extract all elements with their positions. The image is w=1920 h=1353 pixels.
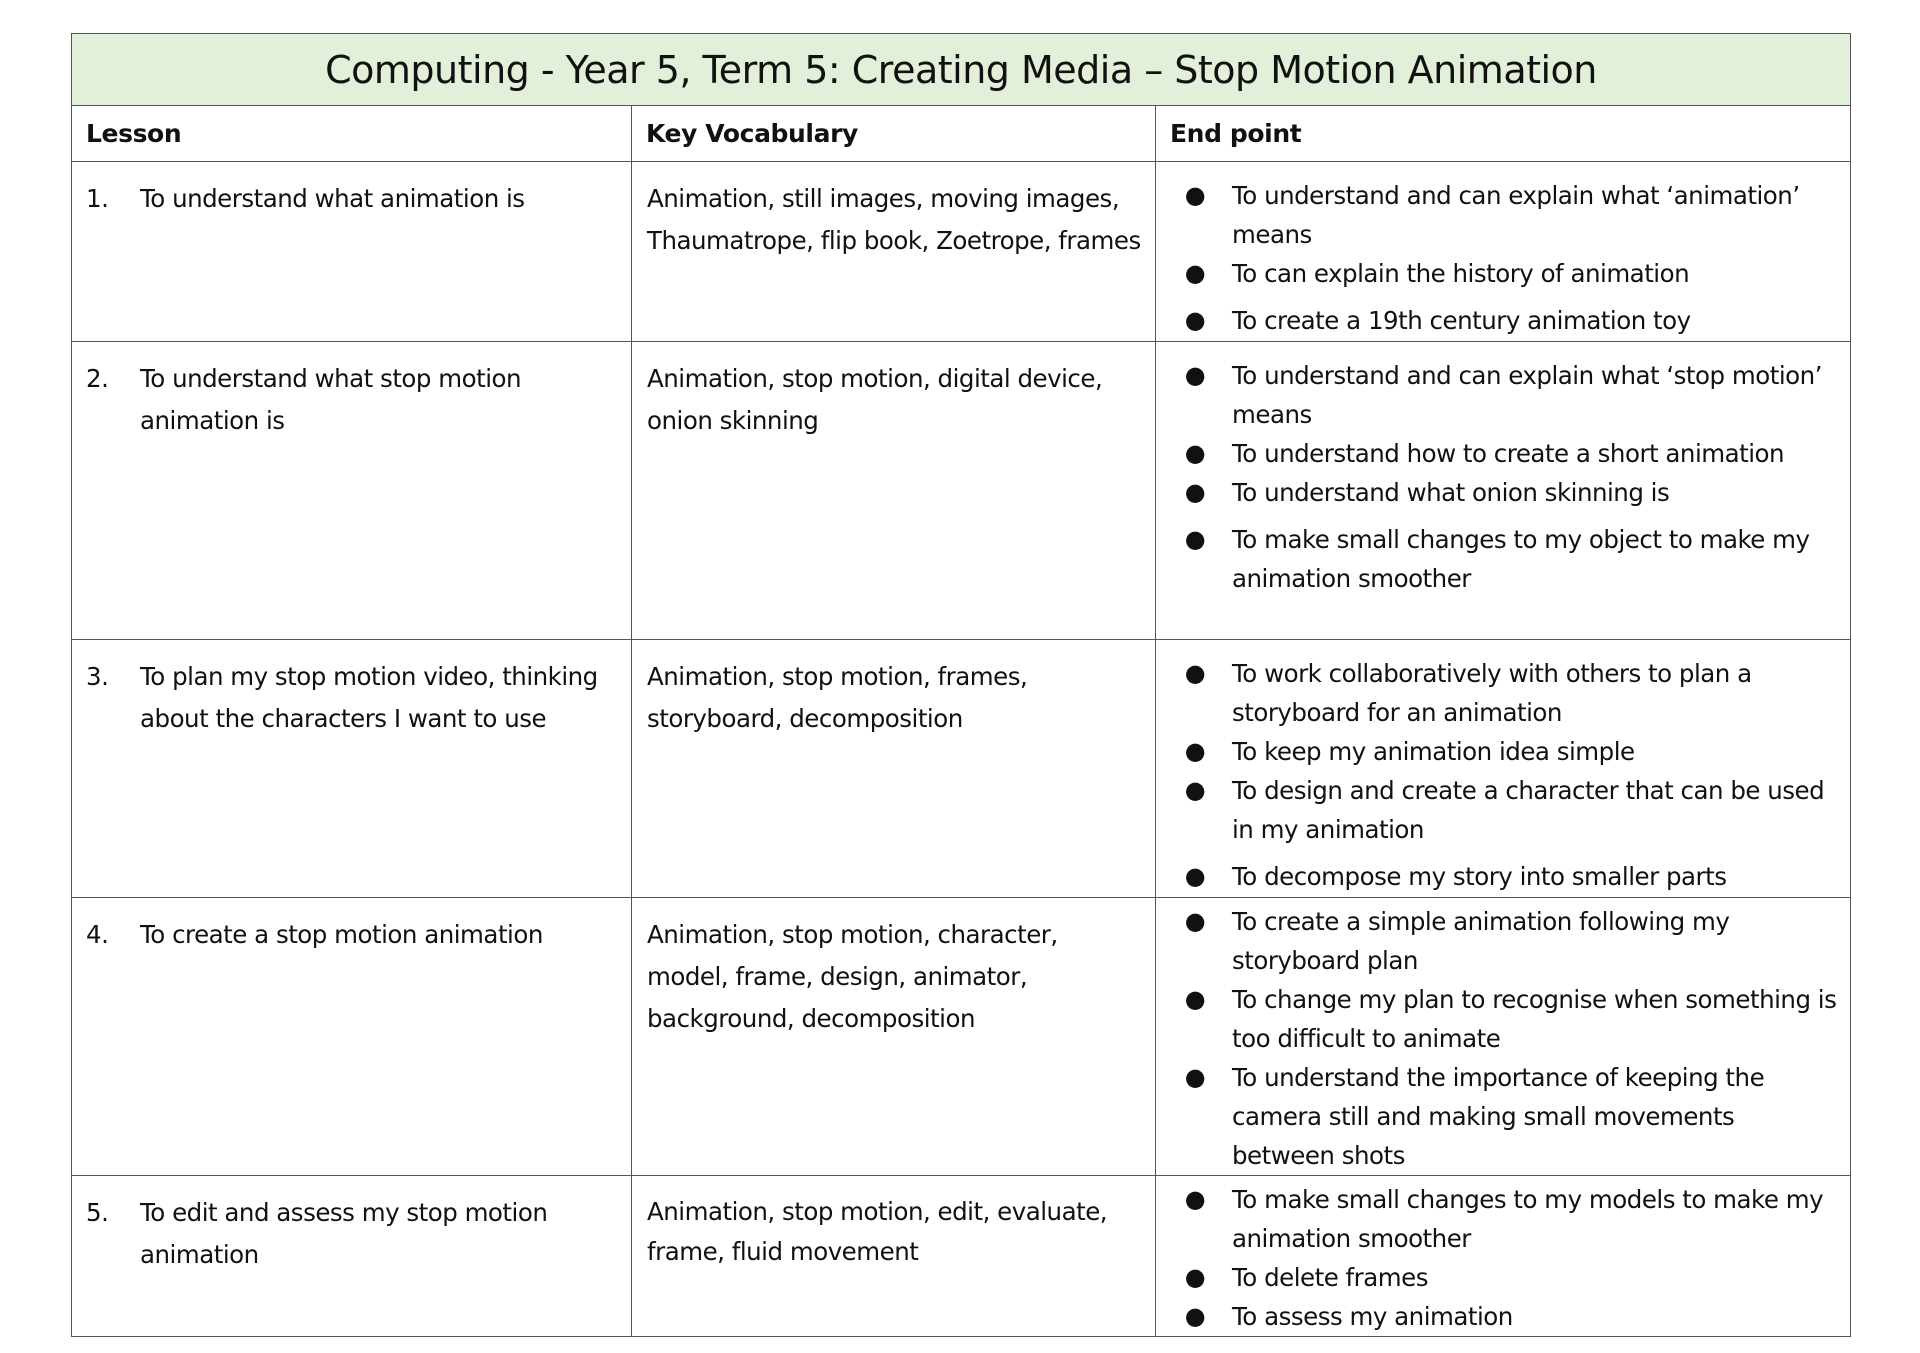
end-point-cell: [1156, 1176, 1851, 1337]
end-point-item: ● To understand how to create a short animation: [1156, 434, 1842, 473]
end-point-cell: [1156, 162, 1851, 342]
end-point-item: ● To understand what onion skinning is: [1156, 473, 1842, 512]
lesson-title: To plan my stop motion video, thinking about the characters I want to use: [140, 662, 598, 733]
end-point-cell: [1156, 640, 1851, 898]
header-lesson: Lesson: [72, 106, 632, 162]
end-point-cell: [1156, 898, 1851, 1176]
lesson-cell: [72, 898, 632, 1176]
bullet-icon: ●: [1184, 361, 1206, 389]
bullet-icon: ●: [1184, 737, 1206, 765]
table-row: [72, 640, 1851, 898]
end-point-item: ● To keep my animation idea simple: [1156, 732, 1842, 771]
bullet-icon: ●: [1184, 1302, 1206, 1330]
bullet-icon: ●: [1184, 1063, 1206, 1091]
bullet-icon: ●: [1184, 862, 1206, 890]
bullet-icon: ●: [1184, 907, 1206, 935]
end-point-item: ● To understand the importance of keeping the camera still and making small movements between shots: [1156, 1058, 1842, 1175]
bullet-icon: ●: [1184, 181, 1206, 209]
lesson-title: To edit and assess my stop motion animation: [140, 1198, 548, 1269]
curriculum-document: [71, 33, 1850, 1337]
bullet-icon: ●: [1184, 439, 1206, 467]
lesson-title: To understand what stop motion animation is: [140, 364, 522, 435]
bullet-icon: ●: [1184, 1185, 1206, 1213]
end-point-item: ● To change my plan to recognise when something is too difficult to animate: [1156, 980, 1842, 1058]
lesson-cell: [72, 162, 632, 342]
end-point-item: ● To can explain the history of animation: [1156, 254, 1842, 293]
end-point-item: ● To design and create a character that can be used in my animation: [1156, 771, 1842, 849]
end-point-cell: [1156, 342, 1851, 640]
table-row: [72, 1176, 1851, 1337]
bullet-icon: ●: [1184, 259, 1206, 287]
end-point-item: ● To make small changes to my models to make my animation smoother: [1156, 1180, 1842, 1258]
end-point-item: ● To delete frames: [1156, 1258, 1842, 1297]
bullet-icon: ●: [1184, 985, 1206, 1013]
end-point-item: ● To create a simple animation following my storyboard plan: [1156, 902, 1842, 980]
end-point-item: ● To understand and can explain what ‘animation’ means: [1156, 176, 1842, 254]
lesson-title: To create a stop motion animation: [140, 920, 543, 949]
lesson-number: 2.: [86, 364, 109, 393]
table-row: [72, 898, 1851, 1176]
end-point-item: ● To make small changes to my object to make my animation smoother: [1156, 520, 1842, 598]
curriculum-table: [71, 33, 1851, 1337]
bullet-icon: ●: [1184, 306, 1206, 334]
header-key-vocabulary: Key Vocabulary: [632, 106, 1156, 162]
title-row: [72, 34, 1851, 106]
lesson-title: To understand what animation is: [140, 184, 525, 213]
table-row: [72, 342, 1851, 640]
end-point-item: ● To work collaboratively with others to plan a storyboard for an animation: [1156, 654, 1842, 732]
bullet-icon: ●: [1184, 525, 1206, 553]
document-title: Computing - Year 5, Term 5: Creating Media – Stop Motion Animation: [72, 34, 1851, 106]
header-end-point: End point: [1156, 106, 1851, 162]
bullet-icon: ●: [1184, 1263, 1206, 1291]
vocabulary-cell: Animation, stop motion, edit, evaluate, frame, fluid movement: [632, 1176, 1156, 1337]
header-row: [72, 106, 1851, 162]
vocabulary-cell: Animation, still images, moving images, Thaumatrope, flip book, Zoetrope, frames: [632, 162, 1156, 342]
end-point-item: ● To assess my animation: [1156, 1297, 1842, 1336]
vocabulary-cell: Animation, stop motion, character, model, frame, design, animator, background, decomposition: [632, 898, 1156, 1176]
lesson-number: 3.: [86, 662, 109, 691]
bullet-icon: ●: [1184, 478, 1206, 506]
lesson-number: 5.: [86, 1198, 109, 1227]
lesson-cell: [72, 640, 632, 898]
lesson-number: 4.: [86, 920, 109, 949]
bullet-icon: ●: [1184, 776, 1206, 804]
bullet-icon: ●: [1184, 659, 1206, 687]
end-point-item: ● To understand and can explain what ‘stop motion’ means: [1156, 356, 1842, 434]
end-point-item: ● To decompose my story into smaller parts: [1156, 857, 1842, 896]
end-point-item: ● To create a 19th century animation toy: [1156, 301, 1842, 340]
vocabulary-cell: Animation, stop motion, frames, storyboard, decomposition: [632, 640, 1156, 898]
vocabulary-cell: Animation, stop motion, digital device, onion skinning: [632, 342, 1156, 640]
lesson-number: 1.: [86, 184, 109, 213]
table-row: [72, 162, 1851, 342]
lesson-cell: [72, 1176, 632, 1337]
lesson-cell: [72, 342, 632, 640]
